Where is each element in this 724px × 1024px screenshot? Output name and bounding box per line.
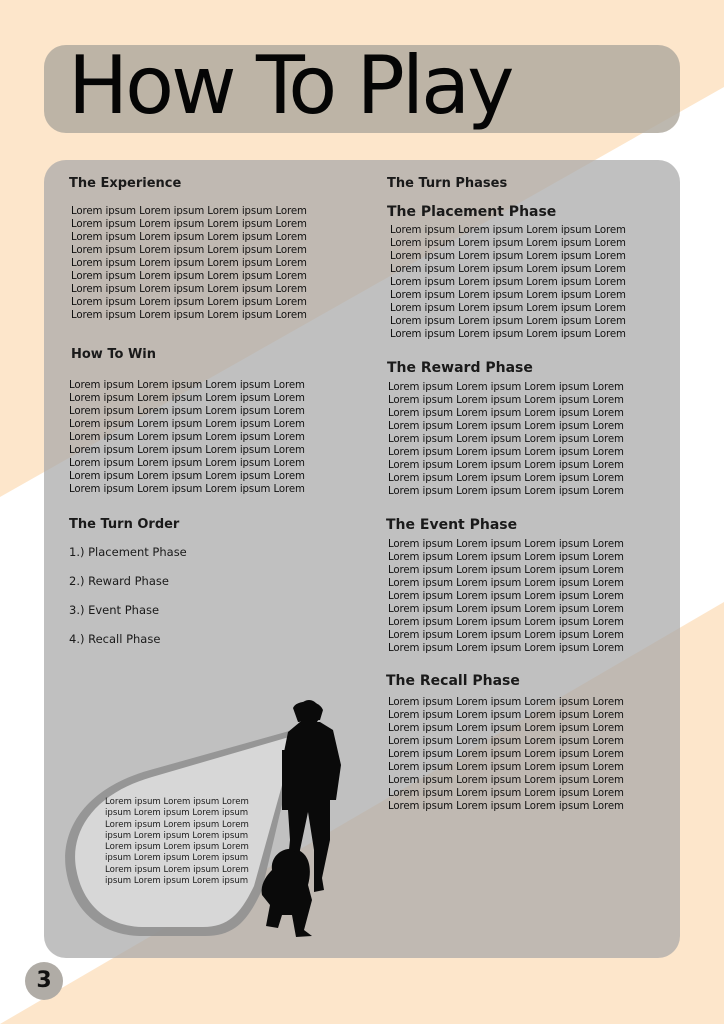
reward-phase-text: Lorem ipsum Lorem ipsum Lorem ipsum Lorem Lorem ipsum Lorem ipsum Lorem ipsum Lorem Lorem ipsum Lorem ipsum Lorem ipsum Lorem Lorem ipsum Lorem ipsum Lorem ipsum Lorem Lorem ipsum Lorem ipsum Lorem ipsum Lorem Lorem ipsum Lorem ipsum Lorem ipsum Lorem Lorem ipsum Lorem ipsum Lorem ipsum Lorem Lorem ipsum Lorem ipsum Lorem ipsum Lorem Lorem ipsum Lorem ipsum Lorem ipsum Lorem [388,382,624,497]
event-phase-heading: The Event Phase [386,517,518,533]
turn-order-item: 3.) Event Phase [69,603,160,617]
page-title: How To Play [68,39,512,132]
placement-phase-text: Lorem ipsum Lorem ipsum Lorem ipsum Lorem Lorem ipsum Lorem ipsum Lorem ipsum Lorem Lorem ipsum Lorem ipsum Lorem ipsum Lorem Lorem ipsum Lorem ipsum Lorem ipsum Lorem Lorem ipsum Lorem ipsum Lorem ipsum Lorem Lorem ipsum Lorem ipsum Lorem ipsum Lorem Lorem ipsum Lorem ipsum Lorem ipsum Lorem Lorem ipsum Lorem ipsum Lorem ipsum Lorem Lorem ipsum Lorem ipsum Lorem ipsum Lorem [390,225,626,340]
turn-phases-heading: The Turn Phases [387,176,508,191]
recall-phase-heading: The Recall Phase [386,673,520,689]
experience-text: Lorem ipsum Lorem ipsum Lorem ipsum Lorem Lorem ipsum Lorem ipsum Lorem ipsum Lorem Lorem ipsum Lorem ipsum Lorem ipsum Lorem Lorem ipsum Lorem ipsum Lorem ipsum Lorem Lorem ipsum Lorem ipsum Lorem ipsum Lorem Lorem ipsum Lorem ipsum Lorem ipsum Lorem Lorem ipsum Lorem ipsum Lorem ipsum Lorem Lorem ipsum Lorem ipsum Lorem ipsum Lorem Lorem ipsum Lorem ipsum Lorem ipsum Lorem [71,206,307,321]
recall-phase-text: Lorem ipsum Lorem ipsum Lorem ipsum Lorem Lorem ipsum Lorem ipsum Lorem ipsum Lorem Lorem ipsum Lorem ipsum Lorem ipsum Lorem Lorem ipsum Lorem ipsum Lorem ipsum Lorem Lorem ipsum Lorem ipsum Lorem ipsum Lorem Lorem ipsum Lorem ipsum Lorem ipsum Lorem Lorem ipsum Lorem ipsum Lorem ipsum Lorem Lorem ipsum Lorem ipsum Lorem ipsum Lorem Lorem ipsum Lorem ipsum Lorem ipsum Lorem [388,697,624,812]
how-to-win-text: Lorem ipsum Lorem ipsum Lorem ipsum Lorem Lorem ipsum Lorem ipsum Lorem ipsum Lorem Lorem ipsum Lorem ipsum Lorem ipsum Lorem Lorem ipsum Lorem ipsum Lorem ipsum Lorem Lorem ipsum Lorem ipsum Lorem ipsum Lorem Lorem ipsum Lorem ipsum Lorem ipsum Lorem Lorem ipsum Lorem ipsum Lorem ipsum Lorem Lorem ipsum Lorem ipsum Lorem ipsum Lorem Lorem ipsum Lorem ipsum Lorem ipsum Lorem [69,380,305,495]
dog-silhouette [262,849,312,937]
placement-phase-heading: The Placement Phase [387,204,557,220]
page-number: 3 [25,962,63,1000]
how-to-win-heading: How To Win [71,347,156,362]
turn-order-heading: The Turn Order [69,517,180,532]
speech-bubble-text: Lorem ipsum Lorem ipsum Lorem ipsum Lorem ipsum Lorem ipsum Lorem ipsum Lorem ipsum Lorem ipsum Lorem ipsum Lorem ipsum Lorem ipsum Lorem ipsum Lorem ipsum Lorem ipsum Lorem ipsum Lorem ipsum Lorem ipsum Lorem ipsum Lorem ipsum Lorem ipsum [105,797,249,887]
experience-heading: The Experience [69,176,182,191]
turn-order-item: 1.) Placement Phase [69,545,187,559]
turn-order-item: 4.) Recall Phase [69,632,161,646]
turn-order-item: 2.) Reward Phase [69,574,169,588]
reward-phase-heading: The Reward Phase [387,360,533,376]
event-phase-text: Lorem ipsum Lorem ipsum Lorem ipsum Lorem Lorem ipsum Lorem ipsum Lorem ipsum Lorem Lorem ipsum Lorem ipsum Lorem ipsum Lorem Lorem ipsum Lorem ipsum Lorem ipsum Lorem Lorem ipsum Lorem ipsum Lorem ipsum Lorem Lorem ipsum Lorem ipsum Lorem ipsum Lorem Lorem ipsum Lorem ipsum Lorem ipsum Lorem Lorem ipsum Lorem ipsum Lorem ipsum Lorem Lorem ipsum Lorem ipsum Lorem ipsum Lorem [388,539,624,654]
